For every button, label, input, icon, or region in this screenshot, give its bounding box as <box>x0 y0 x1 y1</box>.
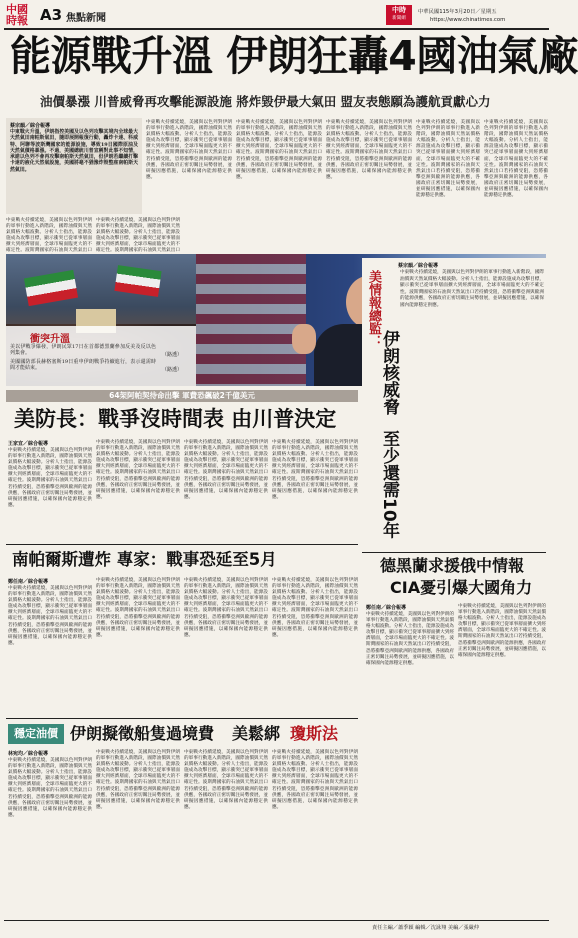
defense-headline: 美防長：戰爭沒時間表 由川普決定 <box>14 407 337 431</box>
logo-line2: 時報 <box>6 14 28 27</box>
defense-kicker: 64架阿帕契待命出擊 軍費恐飆破2千億美元 <box>6 390 358 402</box>
pars-col2: 中東戰火持續延燒，美國與以色列對伊朗的軍事行動進入新階段，國際油價與天然氣價格大幅波動。分析人士指出，能源設施成為攻擊目標，顯示衝突已從軍事層面擴大到經濟層面，全球市場面臨更大的不確定性。波斯灣國家的石油與天然氣出口若持續受阻，恐將衝擊亞洲與歐洲的能源供應，各國政府正密切關注局勢發展，並研擬因應措施，以確保國內能源穩定供應。 <box>96 578 180 638</box>
pars-col3: 中東戰火持續延燒，美國與以色列對伊朗的軍事行動進入新階段，國際油價與天然氣價格大幅波動。分析人士指出，能源設施成為攻擊目標，顯示衝突已從軍事層面擴大到經濟層面，全球市場面臨更大的不確定性。波斯灣國家的石油與天然氣出口若持續受阻，恐將衝擊亞洲與歐洲的能源供應，各國政府正密切關注局勢發展，並研擬因應措施，以確保國內能源穩定供應。 <box>184 578 268 638</box>
flag-shape <box>24 270 78 306</box>
cia-col2: 中東戰火持續延燒，美國與以色列對伊朗的軍事行動進入新階段，國際油價與天然氣價格大幅波動。分析人士指出，能源設施成為攻擊目標，顯示衝突已從軍事層面擴大到經濟層面，全球市場面臨更大的不確定性。波斯灣國家的石油與天然氣出口若持續受阻，恐將衝擊亞洲與歐洲的能源供應，各國政府正密切關注局勢發展，並研擬因應措施，以確保國內能源穩定供應。 <box>458 604 546 658</box>
photo-caption-title: 衝突升溫 <box>30 334 70 345</box>
main-body-col2: 中東戰火持續延燒，美國與以色列對伊朗的軍事行動進入新階段，國際油價與天然氣價格大幅波動。分析人士指出，能源設施成為攻擊目標，顯示衝突已從軍事層面擴大到經濟層面，全球市場面臨更大的不確定性。波斯灣國家的石油與天然氣出口若持續受阻，恐將衝擊亞洲與歐洲的能源供應，各國政府正密切關注局勢發展，並研擬因應措施，以確保國內能源穩定供應。 <box>236 120 322 180</box>
defense-byline: 王家宜／綜合報導 <box>8 441 49 447</box>
bottom-headline-a: 伊朗擬徵船隻過境費 <box>70 724 215 743</box>
bottom-col4: 中東戰火持續延燒，美國與以色列對伊朗的軍事行動進入新階段，國際油價與天然氣價格大幅波動。分析人士指出，能源設施成為攻擊目標，顯示衝突已從軍事層面擴大到經濟層面，全球市場面臨更大的不確定性。波斯灣國家的石油與天然氣出口若持續受阻，恐將衝擊亞洲與歐洲的能源供應，各國政府正密切關注局勢發展，並研擬因應措施，以確保國內能源穩定供應。 <box>272 750 358 810</box>
main-headline: 能源戰升溫 伊朗狂轟4國油氣廠 <box>10 32 578 80</box>
main-subheadline: 油價暴漲 川普威脅再攻擊能源設施 將炸毀伊最大氣田 盟友表態願為護航貢獻心力 <box>40 94 491 109</box>
main-body-col3: 中東戰火持續延燒，美國與以色列對伊朗的軍事行動進入新階段，國際油價與天然氣價格大幅波動。分析人士指出，能源設施成為攻擊目標，顯示衝突已從軍事層面擴大到經濟層面，全球市場面臨更大的不確定性。波斯灣國家的石油與天然氣出口若持續受阻，恐將衝擊亞洲與歐洲的能源供應，各國政府正密切關注局勢發展，並研擬因應措施，以確保國內能源穩定供應。 <box>326 120 412 180</box>
photo-caption-1: 美以伊戰爭爆發，伊朗民眾17日在首都德黑蘭參加反美及反以色列集會。 <box>10 344 156 357</box>
flag-stripes <box>196 254 306 386</box>
main-body-col5: 中東戰火持續延燒，美國與以色列對伊朗的軍事行動進入新階段，國際油價與天然氣價格大幅波動。分析人士指出，能源設施成為攻擊目標，顯示衝突已從軍事層面擴大到經濟層面，全球市場面臨更大的不確定性。波斯灣國家的石油與天然氣出口若持續受阻，恐將衝擊亞洲與歐洲的能源供應，各國政府正密切關注局勢發展，並研擬因應措施，以確保國內能源穩定供應。 <box>484 120 548 199</box>
pars-headline: 南帕爾斯遭炸 專家：戰事恐延至5月 <box>12 550 277 569</box>
flag-shape <box>114 265 161 297</box>
speaker-hand <box>292 324 316 354</box>
pars-rule <box>6 544 358 545</box>
footer-credits: 責任主編／蕭季穎 編輯／沈詠翔 美編／張嚴仲 <box>372 925 480 931</box>
main-body-col1: 中東戰火持續延燒，美國與以色列對伊朗的軍事行動進入新階段，國際油價與天然氣價格大幅波動。分析人士指出，能源設施成為攻擊目標，顯示衝突已從軍事層面擴大到經濟層面，全球市場面臨更大的不確定性。波斯灣國家的石油與天然氣出口若持續受阻，恐將衝擊亞洲與歐洲的能源供應，各國政府正密切關注局勢發展，並研擬因應措施，以確保國內能源穩定供應。 <box>146 120 232 180</box>
bottom-headline-b: 美鬆綁 <box>232 724 281 743</box>
cia-col1: 中東戰火持續延燒，美國與以色列對伊朗的軍事行動進入新階段，國際油價與天然氣價格大幅波動。分析人士指出，能源設施成為攻擊目標，顯示衝突已從軍事層面擴大到經濟層面，全球市場面臨更大的不確定性。波斯灣國家的石油與天然氣出口若持續受阻，恐將衝擊亞洲與歐洲的能源供應，各國政府正密切關注局勢發展，並研擬因應措施，以確保國內能源穩定供應。 <box>366 612 454 666</box>
main-body-col7: 中東戰火持續延燒，美國與以色列對伊朗的軍事行動進入新階段，國際油價與天然氣價格大幅波動。分析人士指出，能源設施成為攻擊目標，顯示衝突已從軍事層面擴大到經濟層面，全球市場面臨更大的不確定性。波斯灣國家的石油與天然氣出口 <box>96 218 180 254</box>
bottom-tag: 穩定油價 <box>8 724 64 744</box>
defense-col4: 中東戰火持續延燒，美國與以色列對伊朗的軍事行動進入新階段，國際油價與天然氣價格大幅波動。分析人士指出，能源設施成為攻擊目標，顯示衝突已從軍事層面擴大到經濟層面，全球市場面臨更大的不確定性。波斯灣國家的石油與天然氣出口若持續受阻，恐將衝擊亞洲與歐洲的能源供應，各國政府正密切關注局勢發展，並研擬因應措施，以確保國內能源穩定供應。 <box>272 440 358 500</box>
pars-col1: 中東戰火持續延燒，美國與以色列對伊朗的軍事行動進入新階段，國際油價與天然氣價格大幅波動。分析人士指出，能源設施成為攻擊目標，顯示衝突已從軍事層面擴大到經濟層面，全球市場面臨更大的不確定性。波斯灣國家的石油與天然氣出口若持續受阻，恐將衝擊亞洲與歐洲的能源供應，各國政府正密切關注局勢發展，並研擬因應措施，以確保國內能源穩定供應。 <box>8 586 92 646</box>
cia-rule <box>362 552 546 553</box>
section-label: 焦點新聞 <box>66 13 106 24</box>
defense-col3: 中東戰火持續延燒，美國與以色列對伊朗的軍事行動進入新階段，國際油價與天然氣價格大幅波動。分析人士指出，能源設施成為攻擊目標，顯示衝突已從軍事層面擴大到經濟層面，全球市場面臨更大的不確定性。波斯灣國家的石油與天然氣出口若持續受阻，恐將衝擊亞洲與歐洲的能源供應，各國政府正密切關注局勢發展，並研擬因應措施，以確保國內能源穩定供應。 <box>184 440 268 500</box>
intel-label-1: 美情報總監： <box>366 270 381 348</box>
intel-body: 中東戰火持續延燒，美國與以色列對伊朗的軍事行動進入新階段，國際油價與天然氣價格大幅波動。分析人士指出，能源設施成為攻擊目標，顯示衝突已從軍事層面擴大到經濟層面，全球市場面臨更大的不確定性。波斯灣國家的石油與天然氣出口若持續受阻，恐將衝擊亞洲與歐洲的能源供應，各國政府正密切關注局勢發展，並研擬因應措施，以確保國內能源穩定供應。 <box>400 270 544 308</box>
cia-byline: 鄭任南／綜合報導 <box>366 605 407 611</box>
intel-label-2: 伊朗核威脅 <box>379 330 399 415</box>
intel-label-3: 至少還需10年 <box>379 430 399 539</box>
photo-credit-2: （路透） <box>162 367 183 373</box>
right-logo-text: 中時 <box>392 6 406 14</box>
bottom-byline: 林宛均／綜合報導 <box>8 751 49 757</box>
logo-line1: 中國 <box>6 3 28 16</box>
newspaper-logo <box>6 4 36 28</box>
main-body-col6: 中東戰火持續延燒，美國與以色列對伊朗的軍事行動進入新階段，國際油價與天然氣價格大幅波動。分析人士指出，能源設施成為攻擊目標，顯示衝突已從軍事層面擴大到經濟層面，全球市場面臨更大的不確定性。波斯灣國家的石油與天然氣出口 <box>6 218 92 254</box>
defense-col2: 中東戰火持續延燒，美國與以色列對伊朗的軍事行動進入新階段，國際油價與天然氣價格大幅波動。分析人士指出，能源設施成為攻擊目標，顯示衝突已從軍事層面擴大到經濟層面，全球市場面臨更大的不確定性。波斯灣國家的石油與天然氣出口若持續受阻，恐將衝擊亞洲與歐洲的能源供應，各國政府正密切關注局勢發展，並研擬因應措施，以確保國內能源穩定供應。 <box>96 440 180 500</box>
footer-rule <box>4 920 549 921</box>
bottom-rule <box>6 718 358 719</box>
main-body-col4: 中東戰火持續延燒，美國與以色列對伊朗的軍事行動進入新階段，國際油價與天然氣價格大幅波動。分析人士指出，能源設施成為攻擊目標，顯示衝突已從軍事層面擴大到經濟層面，全球市場面臨更大的不確定性。波斯灣國家的石油與天然氣出口若持續受阻，恐將衝擊亞洲與歐洲的能源供應，各國政府正密切關注局勢發展，並研擬因應措施，以確保國內能源穩定供應。 <box>416 120 480 199</box>
website: https://www.chinatimes.com <box>430 17 506 23</box>
right-logo-sub: 新聞網 <box>392 16 406 21</box>
defense-col1: 中東戰火持續延燒，美國與以色列對伊朗的軍事行動進入新階段，國際油價與天然氣價格大幅波動。分析人士指出，能源設施成為攻擊目標，顯示衝突已從軍事層面擴大到經濟層面，全球市場面臨更大的不確定性。波斯灣國家的石油與天然氣出口若持續受阻，恐將衝擊亞洲與歐洲的能源供應，各國政府正密切關注局勢發展，並研擬因應措施，以確保國內能源穩定供應。 <box>8 448 92 508</box>
photo-caption-2: 美國國防部長赫格塞斯19日重申伊朗戰爭持續進行，表示還需時間才能結束。 <box>10 359 156 372</box>
cia-headline-2: CIA憂引爆大國角力 <box>390 578 533 597</box>
bottom-col2: 中東戰火持續延燒，美國與以色列對伊朗的軍事行動進入新階段，國際油價與天然氣價格大幅波動。分析人士指出，能源設施成為攻擊目標，顯示衝突已從軍事層面擴大到經濟層面，全球市場面臨更大的不確定性。波斯灣國家的石油與天然氣出口若持續受阻，恐將衝擊亞洲與歐洲的能源供應，各國政府正密切關注局勢發展，並研擬因應措施，以確保國內能源穩定供應。 <box>96 750 180 810</box>
date-line: 中華民國115年3月20日／星期五 <box>418 9 497 15</box>
main-lead: 中東戰火升溫，伊朗指控美國及以色列攻擊其境內全球最大天然氣田南帕斯氣田，隨即展開報復行動，轟炸卡達、科威特、阿聯等波斯灣國家的能源設施，導致19日國際原油及天然氣價格暴漲。不過，美國總統川普宣稱對此事不知情，承諾以色列不會再攻擊南帕斯天然氣田，但伊朗若繼續打擊卡達的液化天然氣設施，美國將毫不猶豫炸毀整座南帕斯天然氣田。 <box>10 129 138 173</box>
bottom-headline-c: 瓊斯法 <box>290 724 339 743</box>
photo-credit-1: （路透） <box>162 352 183 358</box>
masthead-rule <box>4 28 549 30</box>
bottom-col3: 中東戰火持續延燒，美國與以色列對伊朗的軍事行動進入新階段，國際油價與天然氣價格大幅波動。分析人士指出，能源設施成為攻擊目標，顯示衝突已從軍事層面擴大到經濟層面，全球市場面臨更大的不確定性。波斯灣國家的石油與天然氣出口若持續受阻，恐將衝擊亞洲與歐洲的能源供應，各國政府正密切關注局勢發展，並研擬因應措施，以確保國內能源穩定供應。 <box>184 750 268 810</box>
pars-col4: 中東戰火持續延燒，美國與以色列對伊朗的軍事行動進入新階段，國際油價與天然氣價格大幅波動。分析人士指出，能源設施成為攻擊目標，顯示衝突已從軍事層面擴大到經濟層面，全球市場面臨更大的不確定性。波斯灣國家的石油與天然氣出口若持續受阻，恐將衝擊亞洲與歐洲的能源供應，各國政府正密切關注局勢發展，並研擬因應措施，以確保國內能源穩定供應。 <box>272 578 358 638</box>
right-logo <box>386 5 412 25</box>
pars-byline: 鄭任南／綜合報導 <box>8 579 49 585</box>
cia-headline-1: 德黑蘭求援俄中情報 <box>380 556 525 575</box>
bottom-col1: 中東戰火持續延燒，美國與以色列對伊朗的軍事行動進入新階段，國際油價與天然氣價格大幅波動。分析人士指出，能源設施成為攻擊目標，顯示衝突已從軍事層面擴大到經濟層面，全球市場面臨更大的不確定性。波斯灣國家的石油與天然氣出口若持續受阻，恐將衝擊亞洲與歐洲的能源供應，各國政府正密切關注局勢發展，並研擬因應措施，以確保國內能源穩定供應。 <box>8 758 92 818</box>
main-byline: 蔡宗韻／綜合報導 <box>10 123 51 129</box>
intel-byline: 蔡宗韻／綜合報導 <box>398 263 439 269</box>
page-label: A3 <box>40 6 63 24</box>
